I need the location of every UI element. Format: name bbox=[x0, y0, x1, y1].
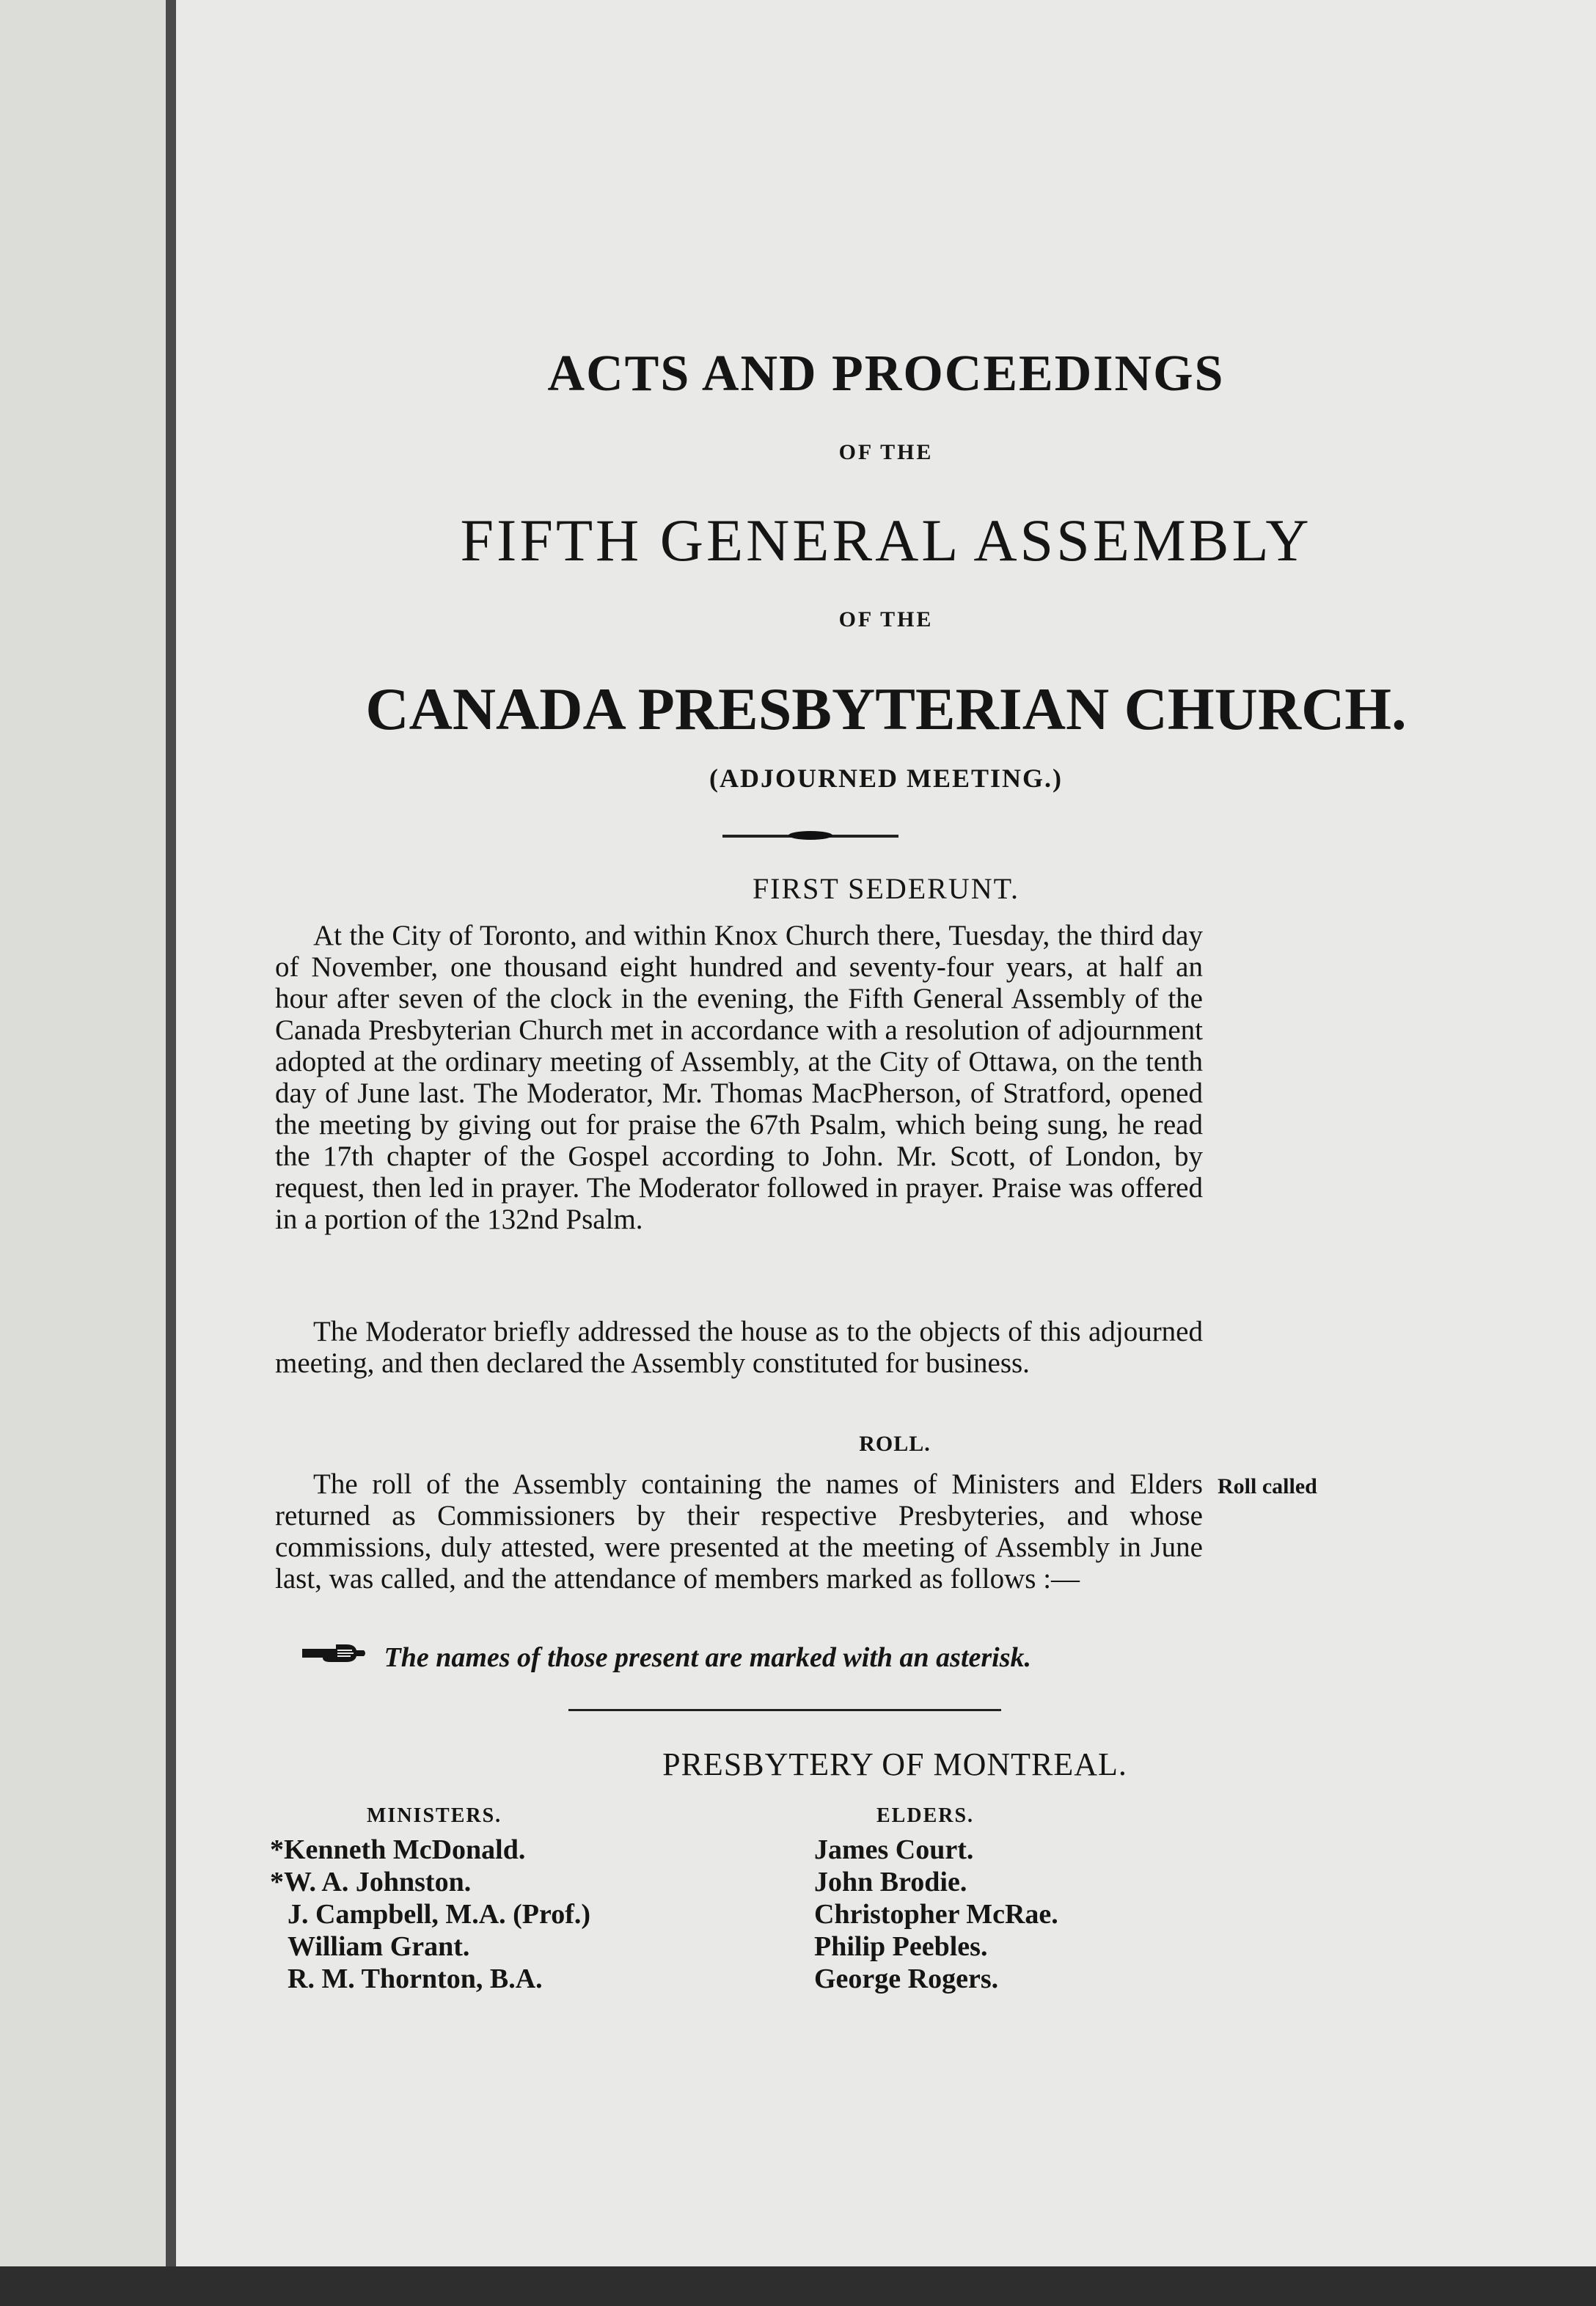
paragraph-roll: The roll of the Assembly containing the names of Ministers and Elders returned as Commissioners by their respective Presbyteries, and whose commissions, duly attested, were presented at the meeting of Assembly in June last, was called, and the attendance of members marked as follows :— bbox=[275, 1468, 1203, 1595]
of-the-connector-1: OF THE bbox=[838, 440, 934, 464]
ministers-column-heading: MINISTERS. bbox=[367, 1804, 502, 1827]
list-item: Christopher McRae. bbox=[814, 1899, 1058, 1930]
marginal-note-roll-called: Roll called bbox=[1218, 1474, 1317, 1498]
of-the-connector-2: OF THE bbox=[838, 607, 934, 632]
elders-list bbox=[814, 1834, 1058, 1995]
list-item: *W. A. Johnston. bbox=[270, 1867, 472, 1897]
pointing-hand-icon bbox=[301, 1640, 371, 1674]
adjourned-subtitle: (ADJOURNED MEETING.) bbox=[709, 764, 1063, 793]
list-item: John Brodie. bbox=[814, 1867, 967, 1897]
book-spine-shadow bbox=[166, 0, 176, 2266]
section-heading-sederunt: FIRST SEDERUNT. bbox=[752, 872, 1020, 905]
asterisk-note-text: The names of those present are marked with an asterisk. bbox=[384, 1642, 1031, 1673]
church-heading: CANADA PRESBYTERIAN CHURCH. bbox=[365, 676, 1407, 742]
ornamental-rule-center bbox=[788, 831, 832, 840]
document-title: ACTS AND PROCEEDINGS bbox=[547, 345, 1225, 402]
section-heading-roll: ROLL. bbox=[859, 1432, 931, 1456]
paragraph-opening: At the City of Toronto, and within Knox Church there, Tuesday, the third day of November, one thousand eight hundred and seventy-four years, at half an hour after seven of the clock in the evening, the Fifth General Assembly of the Canada Presbyterian Church met in accordance with a resolution of adjournment adopted at the ordinary meeting of Assembly, at the City of Ottawa, on the tenth day of June last. The Moderator, Mr. Thomas MacPherson, of Stratford, opened the meeting by giving out for praise the 67th Psalm, which being sung, he read the 17th chapter of the Gospel according to John. Mr. Scott, of London, by request, then led in prayer. The Moderator followed in prayer. Praise was offered in a portion of the 132nd Psalm. bbox=[275, 920, 1203, 1235]
scan-bottom-border bbox=[0, 2266, 1596, 2306]
list-item: Philip Peebles. bbox=[814, 1931, 988, 1962]
list-item: R. M. Thornton, B.A. bbox=[288, 1963, 543, 1994]
list-item: William Grant. bbox=[288, 1931, 470, 1962]
paragraph-moderator-address: The Moderator briefly addressed the house as to the objects of this adjourned meeting, and then declared the Assembly constituted for business. bbox=[275, 1316, 1203, 1379]
list-item: J. Campbell, M.A. (Prof.) bbox=[288, 1899, 591, 1930]
assembly-heading: FIFTH GENERAL ASSEMBLY bbox=[460, 507, 1312, 574]
list-item: James Court. bbox=[814, 1834, 974, 1865]
section-divider bbox=[568, 1709, 1001, 1711]
presbytery-heading: PRESBYTERY OF MONTREAL. bbox=[662, 1746, 1127, 1782]
asterisk-note bbox=[301, 1640, 1031, 1674]
elders-column-heading: ELDERS. bbox=[876, 1804, 975, 1827]
ministers-list bbox=[270, 1834, 590, 1995]
list-item: George Rogers. bbox=[814, 1963, 999, 1994]
list-item: *Kenneth McDonald. bbox=[270, 1834, 526, 1865]
facing-page-margin bbox=[0, 0, 166, 2266]
